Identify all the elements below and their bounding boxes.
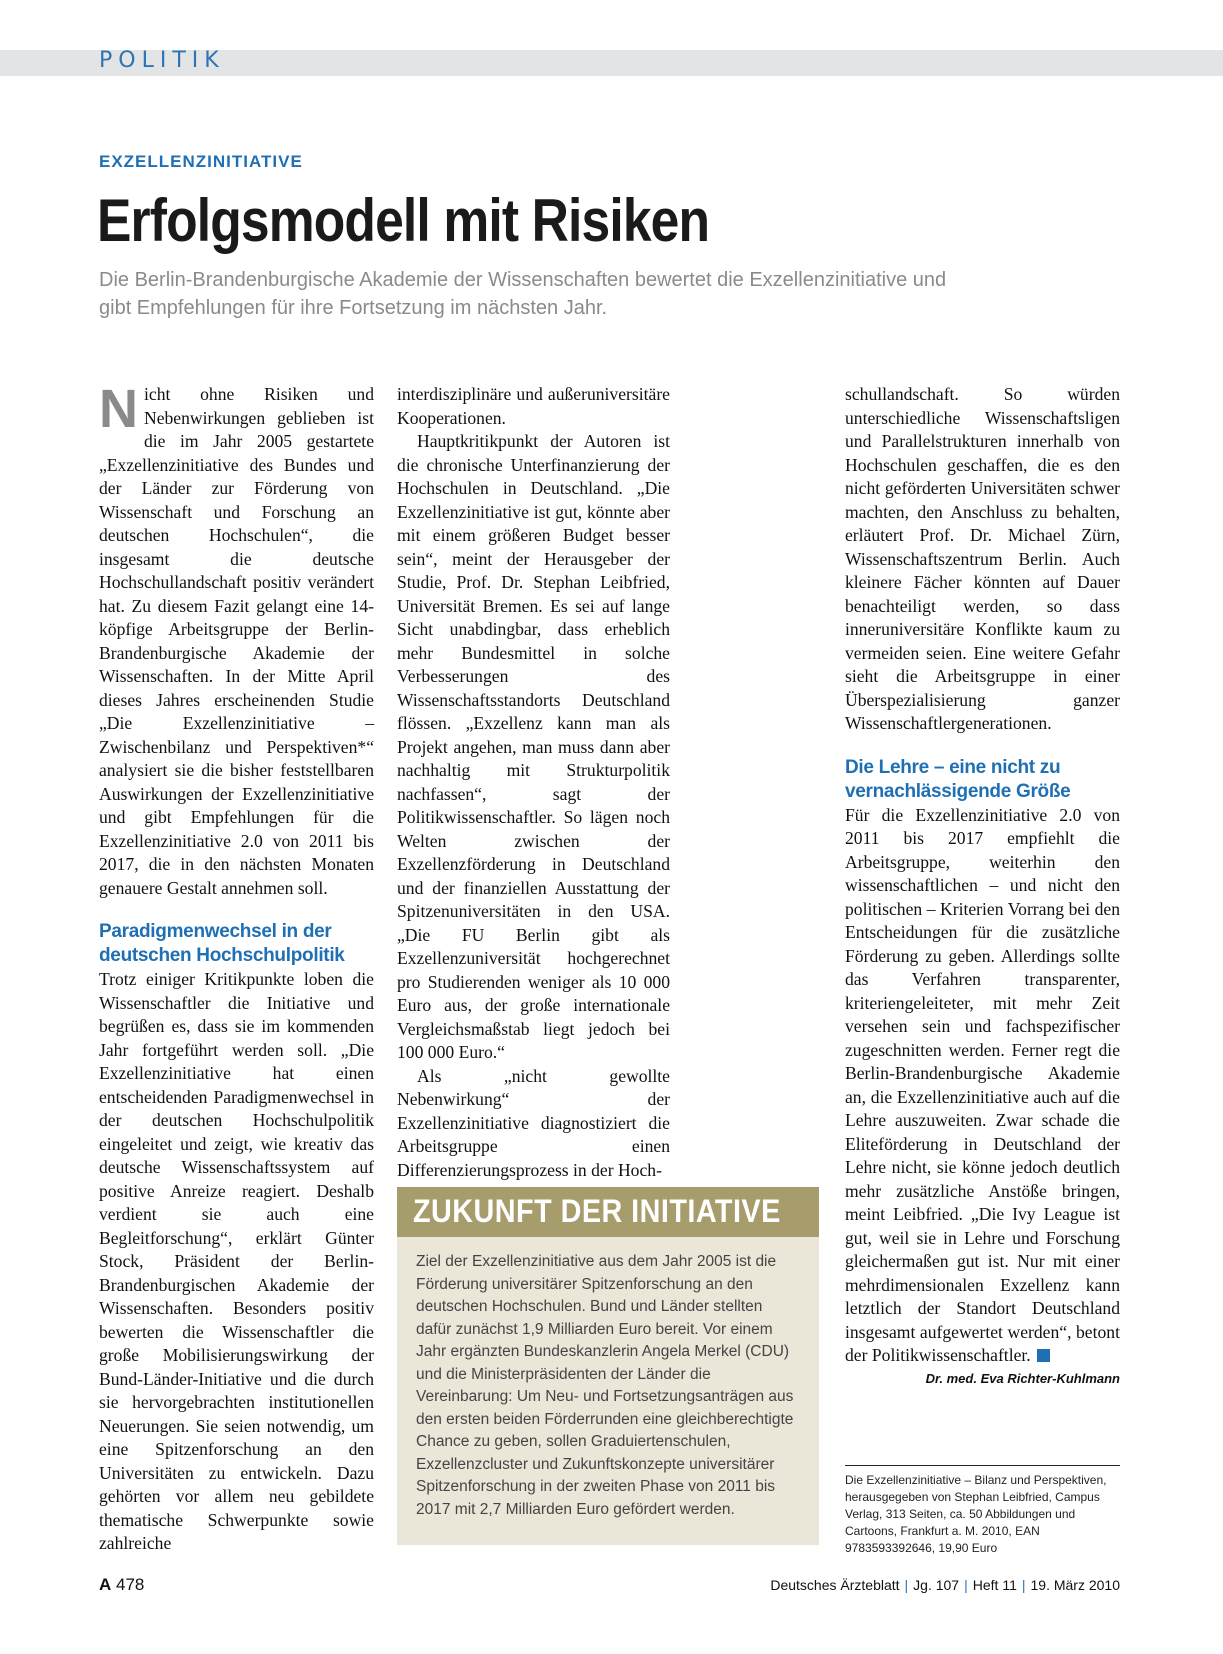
article-kicker: EXZELLENZINITIATIVE <box>99 152 303 171</box>
info-box-header <box>397 1187 819 1237</box>
article-subhead: Die Berlin-Brandenburgische Akademie der Wissenschaften bewertet die Exzellenzinitiative und gibt Empfehlungen für ihre Fortsetzung im nächsten Jahr. <box>99 269 947 319</box>
reference-divider <box>845 1465 1120 1466</box>
column-1 <box>99 379 374 1556</box>
footer-separator: | <box>904 1577 909 1593</box>
paragraph-3: interdisziplinäre und außeruniversitäre Kooperationen. <box>397 384 670 428</box>
paragraph-5: Als „nicht gewollte Nebenwirkung“ der Exzellenzinitiative diagnostiziert die Arbeitsgruppe einen Differenzierungsprozess in der Hoch- <box>397 1065 670 1180</box>
subheading-paradigmenwechsel: Paradigmenwechsel in der deutschen Hochschulpolitik <box>99 921 345 966</box>
paragraph-7 <box>845 804 1120 1368</box>
journal-name: Deutsches Ärzteblatt <box>770 1577 900 1593</box>
footer-separator: | <box>964 1577 968 1593</box>
paragraph-7-text: Für die Exzellenzinitiative 2.0 von 2011 bis 2017 empfiehlt die Arbeitsgruppe, weiterhin den wissenschaftlichen – und nicht den politischen – Kriterien Vorrang bei den Entscheidungen für die zusätzliche Förderung zu geben. Allerdings sollte das Verfahren transparenter, kriteriengeleiteter, mit mehr Zeit versehen sein und fachspezifischer zugeschnitten werden. Ferner regt die Berlin-Brandenburgische Akademie an, die Exzellenzinitiative auch auf die Lehre auszuweiten. Zwar schade die Eliteförderung in Deutschland der Lehre nicht, sie könne jedoch deutlich mehr zusätzliche Anstöße bringen, meint Leibfried. „Die Ivy League ist gut, weil sie in Lehre und Forschung gleichermaßen gut ist. Nur mit einer mehrdimensionalen Exzellenz kann letztlich der Standort Deutschland insgesamt aufgewertet werden“, betont der Politikwissenschaftler. <box>845 804 1120 1365</box>
page-prefix: A <box>99 1575 112 1594</box>
paragraph-4: Hauptkritikpunkt der Autoren ist die chronische Unterfinanzierung der Hochschulen in Deutschland. „Die Exzellenzinitiative ist gut, könnte aber mit einem größeren Budget besser sein“, meint der Herausgeber der Studie, Prof. Dr. Stephan Leibfried, Universität Bremen. Es sei auf lange Sicht unabdingbar, dass erheblich mehr Bundesmittel in solche Verbesserungen des Wissenschaftsstandorts Deutschland flössen. „Exzellenz kann man als Projekt angehen, man muss dann aber nachhaltig mit Strukturpolitik nachfassen“, sagt der Politikwissenschaftler. So lägen noch Welten zwischen der Exzellenzförderung in Deutschland und der finanziellen Ausstattung der Spitzenuniversitäten in den USA. „Die FU Berlin gibt als Exzellenzuniversität hochgerechnet pro Studierenden weniger als 10 000 Euro aus, der große internationale Vergleichsmaßstab liegt jedoch bei 100 000 Euro.“ <box>397 431 670 1062</box>
paragraph-1-text: icht ohne Risiken und Nebenwirkungen geblieben ist die im Jahr 2005 gestartete „Exzellenzinitiative des Bundes und der Länder zur Förderung von Wissenschaft und Forschung an deutschen Hochschulen“, die insgesamt die deutsche Hochschullandschaft positiv verändert hat. Zu diesem Fazit gelangt eine 14-köpfige Arbeitsgruppe der Berlin-Brandenburgische Akademie der Wissenschaften. In der Mitte April dieses Jahres erscheinenden Studie „Die Exzellenzinitiative – Zwischenbilanz und Perspektiven*“ analysiert sie die bisher feststellbaren Auswirkungen der Exzellenzinitiative und gibt Empfehlungen für die Exzellenzinitiative 2.0 von 2011 bis 2017, die in den nächsten Monaten genauere Gestalt annehmen soll. <box>99 384 374 898</box>
drop-cap: N <box>99 379 138 439</box>
end-mark-icon <box>1037 1349 1050 1362</box>
journal-footer <box>770 1577 1120 1593</box>
page-number-value: 478 <box>116 1575 145 1594</box>
info-box <box>397 1187 819 1545</box>
article-title: Erfolgsmodell mit Risiken <box>97 187 710 254</box>
reference-note: Die Exzellenzinitiative – Bilanz und Perspektiven, herausgegeben von Stephan Leibfried, Campus Verlag, 313 Seiten, ca. 50 Abbildungen und Cartoons, Frankfurt a. M. 2010, EAN 9783593392646, 19,90 Euro <box>845 1473 1107 1555</box>
author-byline: Dr. med. Eva Richter-Kuhlmann <box>925 1370 1120 1386</box>
column-2 <box>397 383 670 1182</box>
journal-issue: Heft 11 <box>972 1577 1017 1593</box>
info-box-text: Ziel der Exzellenzinitiative aus dem Jahr 2005 ist die Förderung universitärer Spitzenforschung an den deutschen Hochschulen. Bund und Länder stellten dafür zunächst 1,9 Milliarden Euro bereit. Vor einem Jahr ergänzten Bundeskanzlerin Angela Merkel (CDU) und die Ministerpräsidenten der Länder die Vereinbarung: Um Neu- und Fortsetzungsanträgen aus den ersten beiden Förderrunden eine gleichberechtigte Chance zu geben, sollen Graduiertenschulen, Exzellenzcluster und Zukunftskonzepte universitärer Spitzenforschung in der zweiten Phase von 2011 bis 2017 mit 2,7 Milliarden Euro gefördert werden. <box>416 1253 794 1518</box>
info-box-title: ZUKUNFT DER INITIATIVE <box>413 1193 781 1229</box>
paragraph-intro <box>99 379 374 900</box>
paragraph-6: schullandschaft. So würden unterschiedliche Wissenschaftsligen und Parallelstrukturen innerhalb von Hochschulen geschaffen, die es den nicht geförderten Universitäten schwer machten, den Anschluss zu behalten, erläutert Prof. Dr. Michael Zürn, Wissenschaftszentrum Berlin. Auch kleinere Fächer könnten auf Dauer benachteiligt werden, so dass inneruniversitäre Konflikte kaum zu vermeiden seien. Eine weitere Gefahr sieht die Arbeitsgruppe in einer Überspezialisierung ganzer Wissenschaftlergenerationen. <box>845 384 1120 733</box>
paragraph-2: Trotz einiger Kritikpunkte loben die Wissenschaftler die Initiative und begrüßen es, dass sie im kommenden Jahr fortgeführt werden soll. „Die Exzellenzinitiative hat einen entscheidenden Paradigmenwechsel in der deutschen Hochschulpolitik eingeleitet und zeigt, wie kreativ das deutsche Wissenschaftssystem auf positive Anreize reagiert. Deshalb verdient sie auch eine Begleitforschung“, erklärt Günter Stock, Präsident der Berlin-Brandenburgischen Akademie der Wissenschaften. Besonders positiv bewerten die Wissenschaftler die große Mobilisierungswirkung der Bund-Länder-Initiative und die durch sie hervorgebrachten institutionellen Neuerungen. Sie seien notwendig, um eine Spitzenforschung an den Universitäten zu entwickeln. Dazu gehörten vor allem neu gebildete thematische Schwerpunkte sowie zahlreiche <box>99 969 374 1553</box>
page-number <box>99 1575 144 1595</box>
footer-separator: | <box>1021 1577 1026 1593</box>
column-3 <box>845 383 1120 1390</box>
subheading-lehre: Die Lehre – eine nicht zu vernachlässigende Größe <box>845 756 1071 802</box>
section-label: POLITIK <box>99 48 225 73</box>
journal-volume: Jg. 107 <box>913 1577 960 1593</box>
journal-date: 19. März 2010 <box>1030 1577 1120 1593</box>
